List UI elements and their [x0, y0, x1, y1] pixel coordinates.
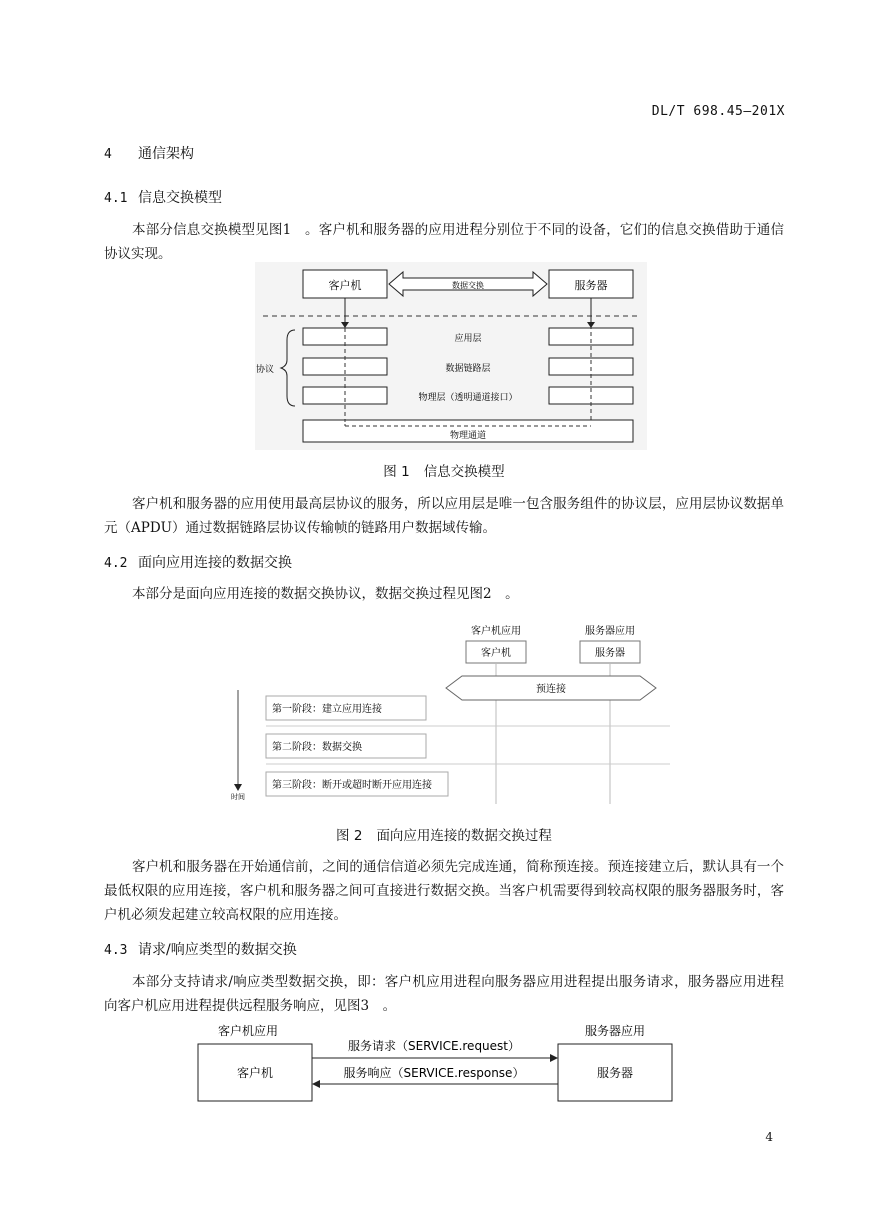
app-layer-label: 应用层	[454, 334, 482, 344]
section-number: 4.3	[104, 943, 128, 958]
paragraph: 本部分是面向应用连接的数据交换协议，数据交换过程见图2 。	[132, 586, 519, 602]
section-4-2-heading	[104, 552, 292, 572]
server-label: 服务器	[596, 1066, 634, 1080]
section-title: 请求/响应类型的数据交换	[138, 942, 297, 958]
exchange-label: 数据交换	[452, 281, 484, 290]
server-app-label: 服务器应用	[584, 1024, 646, 1038]
paragraph: 本部分信息交换模型见图1 。客户机和服务器的应用进程分别位于不同的设备，它们的信息交换借助于通信协议实现。	[104, 222, 784, 262]
paragraph: 客户机和服务器在开始通信前，之间的通信信道必须先完成连通，简称预连接。预连接建立后，默认具有一个最低权限的应用连接，客户机和服务器之间可直接进行数据交换。当客户机需要得到较高权限的服务器服务时，客户机必须发起建立较高权限的应用连接。	[104, 859, 784, 923]
client-app-label: 客户机应用	[471, 626, 521, 637]
server-label: 服务器	[595, 648, 625, 659]
section-4-1-heading	[104, 187, 222, 207]
phase-2-label: 第二阶段：数据交换	[272, 742, 362, 753]
client-label: 客户机	[328, 279, 362, 292]
figure-2-caption: 图 2 面向应用连接的数据交换过程	[336, 828, 552, 844]
section-number: 4	[104, 147, 112, 162]
client-label: 客户机	[236, 1066, 274, 1080]
section-title: 面向应用连接的数据交换	[138, 555, 292, 571]
document-code: DL/T 698.45—201X	[651, 104, 785, 119]
section-title: 通信架构	[138, 146, 194, 162]
protocol-label: 协议	[255, 365, 275, 375]
phase-1-label: 第一阶段：建立应用连接	[272, 704, 382, 715]
figure-1-caption: 图 1 信息交换模型	[383, 464, 505, 480]
phase-3-label: 第三阶段：断开或超时断开应用连接	[272, 780, 432, 791]
client-label: 客户机	[481, 648, 511, 659]
paragraph: 客户机和服务器的应用使用最高层协议的服务，所以应用层是唯一包含服务组件的协议层，应用层协议数据单元（APDU）通过数据链路层协议传输帧的链路用户数据域传输。	[104, 496, 784, 536]
section-4-3-heading	[104, 939, 297, 959]
server-app-label: 服务器应用	[585, 626, 635, 637]
section-number: 4.2	[104, 556, 128, 571]
section-4-heading	[104, 143, 194, 163]
time-label: 时间	[231, 793, 245, 801]
figure-2-diagram	[222, 618, 674, 808]
client-app-label: 客户机应用	[217, 1024, 279, 1038]
response-label: 服务响应（SERVICE.response）	[343, 1066, 525, 1080]
channel-label: 物理通道	[449, 431, 487, 441]
section-title: 信息交换模型	[138, 190, 222, 206]
paragraph: 本部分支持请求/响应类型数据交换，即：客户机应用进程向服务器应用进程提出服务请求，服务器应用进程向客户机应用进程提供远程服务响应，见图3 。	[104, 974, 784, 1014]
request-label: 服务请求（SERVICE.request）	[347, 1039, 521, 1053]
phys-layer-label: 物理层（透明通道接口）	[418, 393, 518, 403]
page-number: 4	[765, 1130, 773, 1144]
link-layer-label: 数据链路层	[445, 364, 491, 374]
figure-1-diagram	[255, 262, 647, 450]
server-label: 服务器	[574, 279, 608, 292]
preconnect-label: 预连接	[536, 684, 566, 695]
figure-3-diagram	[190, 1018, 680, 1108]
section-number: 4.1	[104, 191, 128, 206]
